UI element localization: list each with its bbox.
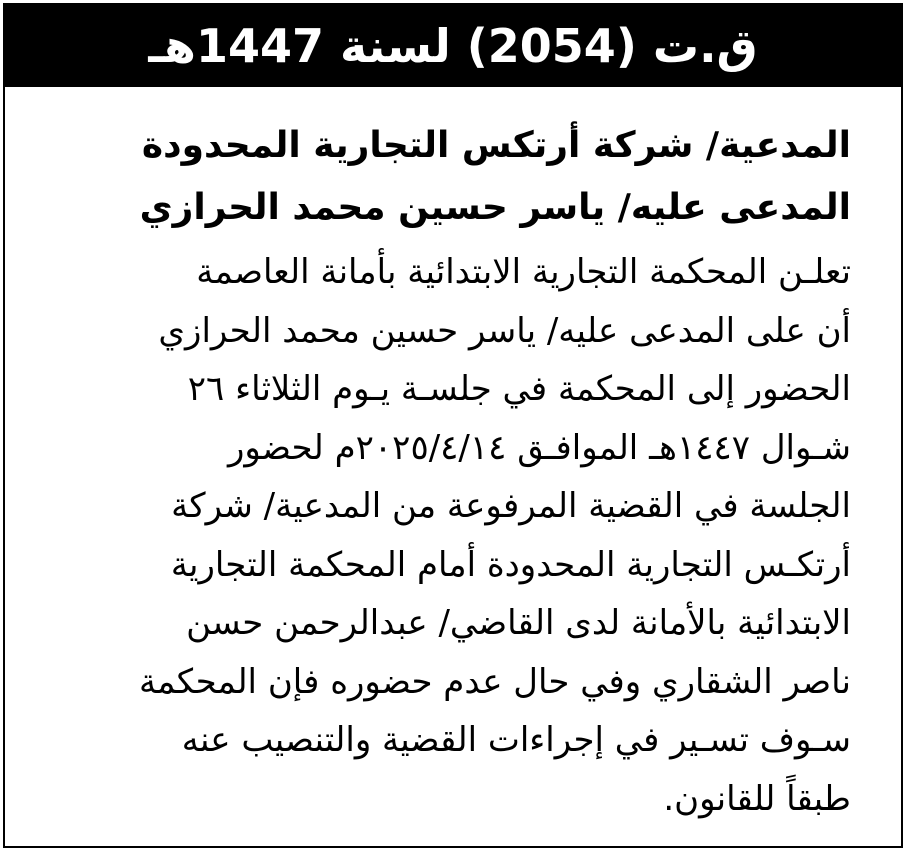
body-line: الجلسة في القضية المرفوعة من المدعية/ شركة (171, 486, 851, 526)
notice-body (35, 243, 851, 828)
body-line: أرتكـس التجارية المحدودة أمام المحكمة التجارية (170, 544, 851, 585)
body-line: الابتدائية بالأمانة لدى القاضي/ عبدالرحمن حسن (186, 603, 851, 643)
legal-notice (3, 3, 903, 848)
plaintiff-line: المدعية/ شركة أرتكس التجارية المحدودة (141, 125, 851, 166)
body-line: الحضور إلى المحكمة في جلسـة يـوم الثلاثاء ٢٦ (187, 369, 851, 409)
body-line: شـوال ١٤٤٧هـ الموافـق ٢٠٢٥/٤/١٤م لحضور (228, 427, 851, 468)
notice-header-bar (5, 5, 901, 87)
body-line: سـوف تسـير في إجراءات القضية والتنصيب عنه (181, 720, 851, 760)
case-number-title: ق.ت (2054) لسنة 1447هـ (148, 19, 758, 73)
defendant-line: المدعى عليه/ ياسر حسين محمد الحرازي (139, 187, 851, 228)
parties-block (45, 115, 851, 239)
body-line: طبقاً للقانون. (663, 778, 851, 819)
body-line: أن على المدعى عليه/ ياسر حسين محمد الحرازي (158, 310, 851, 351)
body-line: تعلـن المحكمة التجارية الابتدائية بأمانة العاصمة (196, 252, 851, 292)
body-line: ناصر الشقاري وفي حال عدم حضوره فإن المحكمة (138, 661, 851, 702)
